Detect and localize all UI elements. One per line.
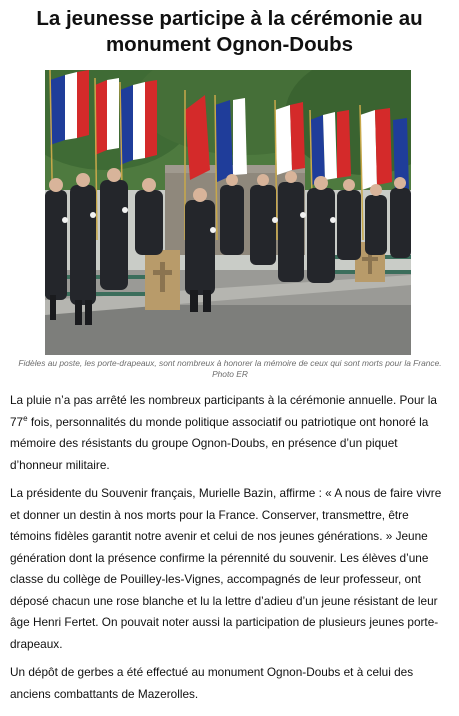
photo-caption: Fidèles au poste, les porte-drapeaux, sont nombreux à honorer la mémoire de ceux qui sont morts pour la France. Photo ER [18,358,442,379]
ordinal-superscript: e [23,413,28,423]
ceremony-photo-image [45,70,411,355]
headline [0,0,459,58]
paragraph-1 [10,390,446,476]
article-body [10,390,446,712]
headline-line-2: monument Ognon-Doubs [105,33,354,56]
headline-line-1: La jeunesse participe à la cérémonie au [36,7,423,30]
paragraph-1-text-b: fois, personnalités du monde politique associatif ou patriotique ont honoré la mémoire des résistants du groupe Ognon-Doubs, en présence d’un piquet d’honneur militaire. [10,414,429,472]
paragraph-3: Un dépôt de gerbes a été effectué au monument Ognon-Doubs et à celui des anciens combattants de Mazerolles. [10,665,414,701]
paragraph-2: La présidente du Souvenir français, Murielle Bazin, affirme : « A nous de faire vivre et donner un destin à nos morts pour la France. Conserver, transmettre, être témoins fidèles garantit notre avenir et celui de nos jeunes générations. » Jeune génération dont la présence confirme la pérennité du souvenir. Les élèves d’une classe du collège de Pouilley-les-Vignes, accompagnés de leur professeur, ont déposé chacun une rose blanche et lu la lettre d’adieu d’un jeune résistant de leur âge Henri Fertet. On pouvait noter aussi la participation de plusieurs jeunes porte-drapeaux. [10,486,442,651]
article-photo [45,70,411,355]
paragraph-1-text-a: La pluie n’a pas arrêté les nombreux participants à la cérémonie annuelle. Pour la 77 [10,393,437,429]
